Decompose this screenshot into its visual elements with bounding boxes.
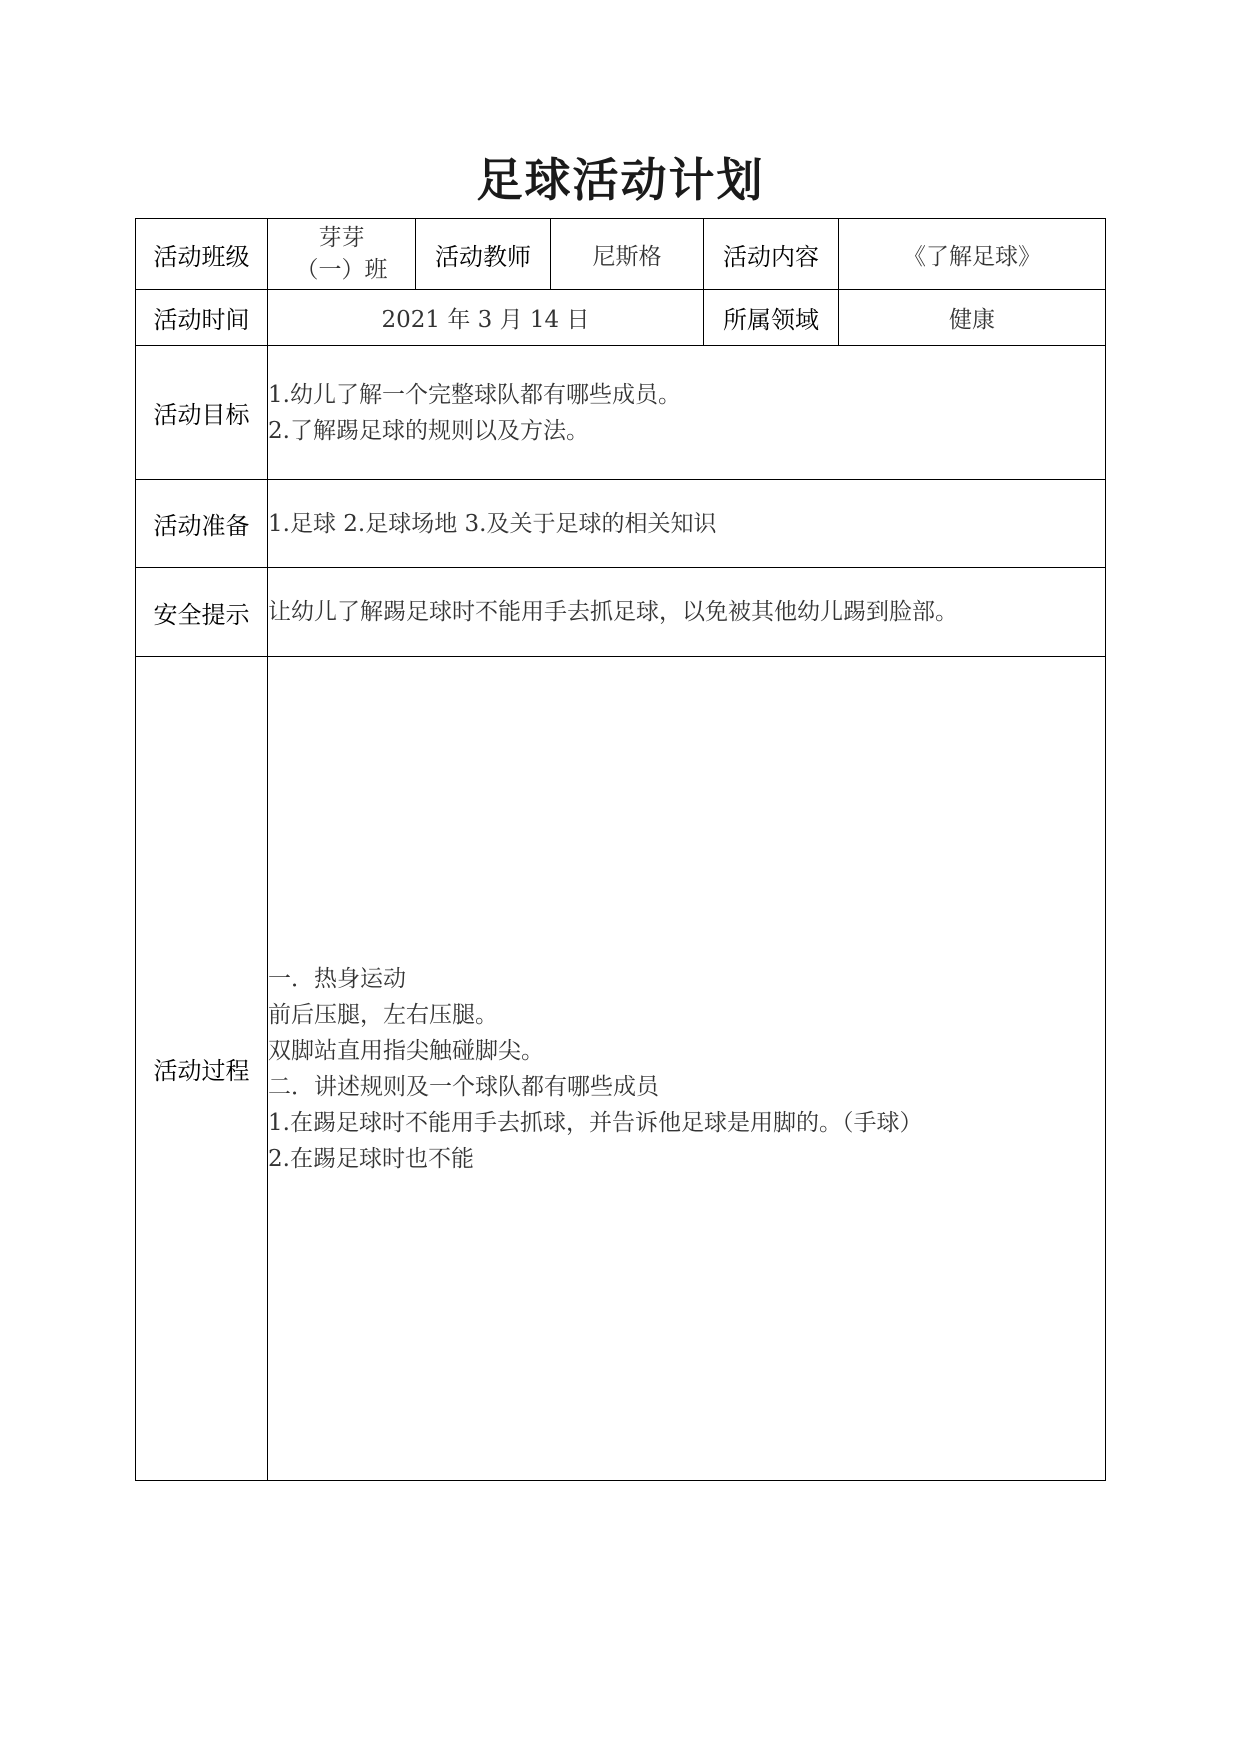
process-line: 一．热身运动 [268,965,406,992]
teacher-label: 活动教师 [416,219,551,290]
process-label: 活动过程 [136,657,268,1481]
class-value-line1: 芽芽 [318,225,365,251]
time-value: 2021 年 3 月 14 日 [268,290,704,346]
process-line: 前后压腿，左右压腿。 [268,1001,498,1028]
table-row [136,346,1106,480]
class-label: 活动班级 [136,219,268,290]
time-label: 活动时间 [136,290,268,346]
table-row [136,568,1106,657]
table-row [136,219,1106,290]
goal-label: 活动目标 [136,346,268,480]
activity-plan-table [135,218,1106,1481]
domain-label: 所属领域 [704,290,839,346]
process-line: 1.在踢足球时不能用手去抓球，并告诉他足球是用脚的。（手球） [268,1109,923,1136]
page-title: 足球活动计划 [476,153,765,207]
class-value [268,219,416,290]
table-row [136,480,1106,568]
process-value [268,657,1106,1481]
teacher-value: 尼斯格 [551,219,704,290]
class-value-line2: （一）班 [295,257,388,283]
goal-value [268,346,1106,480]
process-line: 2.在踢足球时也不能 [268,1145,474,1172]
goal-line: 2.了解踢足球的规则以及方法。 [268,417,589,444]
content-value: 《了解足球》 [839,219,1106,290]
goal-line: 1.幼儿了解一个完整球队都有哪些成员。 [268,381,681,408]
prep-label: 活动准备 [136,480,268,568]
safety-value: 让幼儿了解踢足球时不能用手去抓足球，以免被其他幼儿踢到脸部。 [268,568,1106,657]
process-line: 双脚站直用指尖触碰脚尖。 [268,1037,544,1064]
process-line: 二．讲述规则及一个球队都有哪些成员 [268,1073,659,1100]
domain-value: 健康 [839,290,1106,346]
safety-label: 安全提示 [136,568,268,657]
content-label: 活动内容 [704,219,839,290]
table-row [136,657,1106,1481]
table-row [136,290,1106,346]
prep-value: 1.足球 2.足球场地 3.及关于足球的相关知识 [268,480,1106,568]
